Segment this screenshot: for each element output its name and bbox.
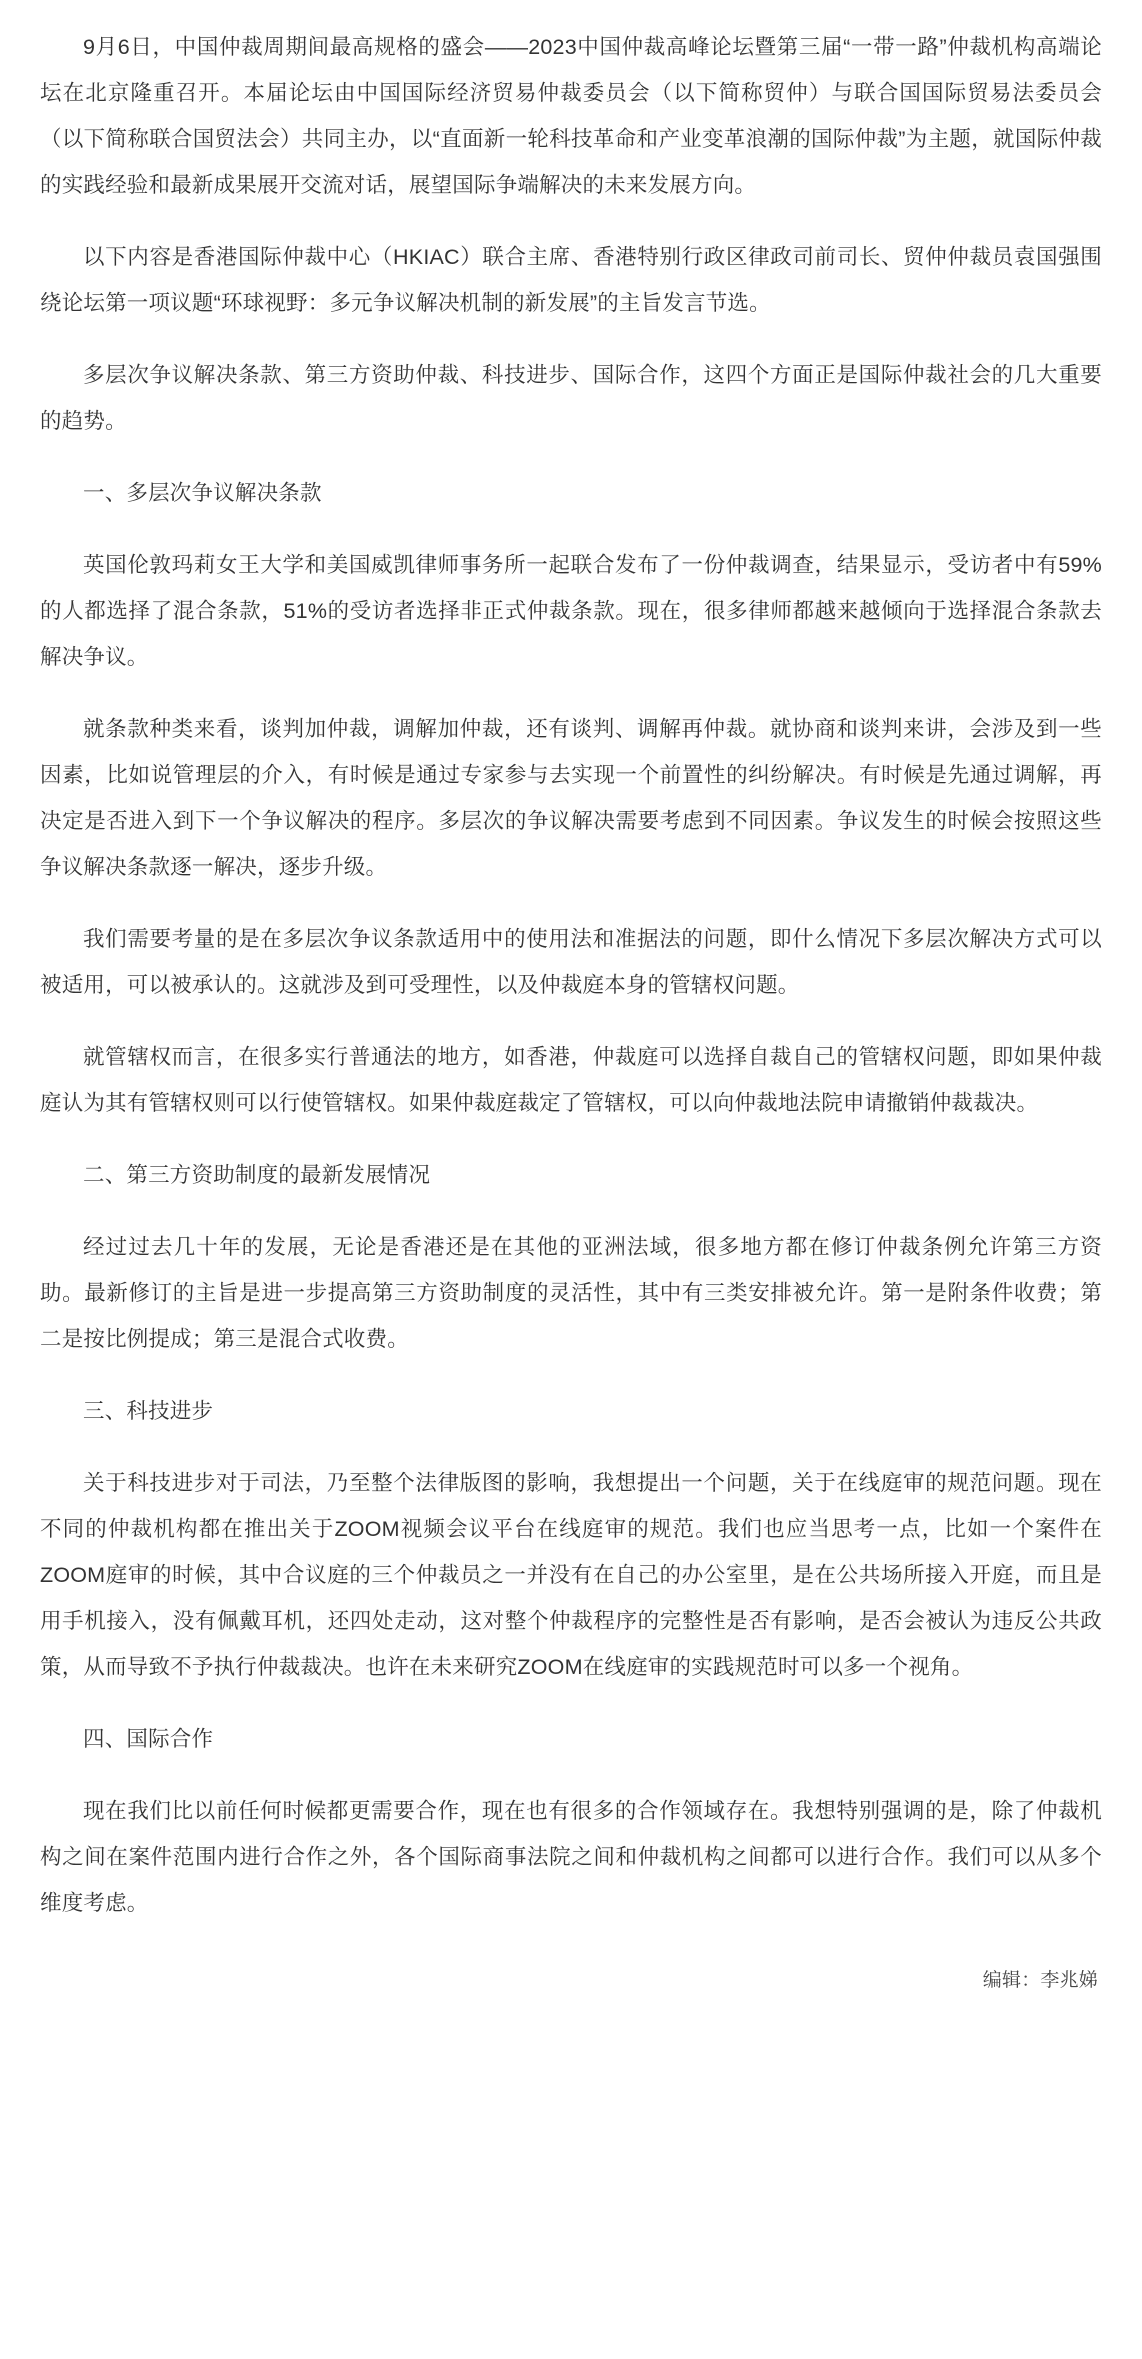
paragraph-speaker-intro: 以下内容是香港国际仲裁中心（HKIAC）联合主席、香港特别行政区律政司前司长、贸仲仲裁员袁国强围绕论坛第一项议题“环球视野：多元争议解决机制的新发展”的主旨发言节选。 (40, 245, 1102, 315)
paragraph-container (40, 24, 1102, 1926)
paragraph-applicable-law: 我们需要考量的是在多层次争议条款适用中的使用法和准据法的问题，即什么情况下多层次解决方式可以被适用，可以被承认的。这就涉及到可受理性，以及仲裁庭本身的管辖权问题。 (40, 927, 1102, 997)
paragraph-clause-types: 就条款种类来看，谈判加仲裁，调解加仲裁，还有谈判、调解再仲裁。就协商和谈判来讲，会涉及到一些因素，比如说管理层的介入，有时候是通过专家参与去实现一个前置性的纠纷解决。有时候是先通过调解，再决定是否进入到下一个争议解决的程序。多层次的争议解决需要考虑到不同因素。争议发生的时候会按照这些争议解决条款逐一解决，逐步升级。 (40, 717, 1102, 879)
heading-section-three: 三、科技进步 (83, 1399, 214, 1423)
paragraph-technology-progress: 关于科技进步对于司法，乃至整个法律版图的影响，我想提出一个问题，关于在线庭审的规范问题。现在不同的仲裁机构都在推出关于ZOOM视频会议平台在线庭审的规范。我们也应当思考一点，比如一个案件在ZOOM庭审的时候，其中合议庭的三个仲裁员之一并没有在自己的办公室里，是在公共场所接入开庭，而且是用手机接入，没有佩戴耳机，还四处走动，这对整个仲裁程序的完整性是否有影响，是否会被认为违反公共政策，从而导致不予执行仲裁裁决。也许在未来研究ZOOM在线庭审的实践规范时可以多一个视角。 (40, 1471, 1102, 1679)
paragraph-four-trends: 多层次争议解决条款、第三方资助仲裁、科技进步、国际合作，这四个方面正是国际仲裁社会的几大重要的趋势。 (40, 363, 1102, 433)
paragraph-third-party-funding: 经过过去几十年的发展，无论是香港还是在其他的亚洲法域，很多地方都在修订仲裁条例允许第三方资助。最新修订的主旨是进一步提高第三方资助制度的灵活性，其中有三类安排被允许。第一是附条件收费；第二是按比例提成；第三是混合式收费。 (40, 1235, 1102, 1351)
editor-credit: 编辑：李兆娣 (982, 1970, 1098, 1991)
heading-section-one: 一、多层次争议解决条款 (83, 481, 322, 505)
paragraph-intro-forum: 9月6日，中国仲裁周期间最高规格的盛会——2023中国仲裁高峰论坛暨第三届“一带一路”仲裁机构高端论坛在北京隆重召开。本届论坛由中国国际经济贸易仲裁委员会（以下简称贸仲）与联合国国际贸易法委员会（以下简称联合国贸法会）共同主办，以“直面新一轮科技革命和产业变革浪潮的国际仲裁”为主题，就国际仲裁的实践经验和最新成果展开交流对话，展望国际争端解决的未来发展方向。 (40, 35, 1102, 197)
paragraph-survey-statistics: 英国伦敦玛莉女王大学和美国威凯律师事务所一起联合发布了一份仲裁调查，结果显示，受访者中有59%的人都选择了混合条款，51%的受访者选择非正式仲裁条款。现在，很多律师都越来越倾向于选择混合条款去解决争议。 (40, 553, 1102, 669)
heading-section-four: 四、国际合作 (83, 1727, 214, 1751)
paragraph-jurisdiction: 就管辖权而言，在很多实行普通法的地方，如香港，仲裁庭可以选择自裁自己的管辖权问题，即如果仲裁庭认为其有管辖权则可以行使管辖权。如果仲裁庭裁定了管辖权，可以向仲裁地法院申请撤销仲裁裁决。 (40, 1045, 1102, 1115)
heading-section-two: 二、第三方资助制度的最新发展情况 (83, 1163, 431, 1187)
paragraph-international-cooperation: 现在我们比以前任何时候都更需要合作，现在也有很多的合作领域存在。我想特别强调的是，除了仲裁机构之间在案件范围内进行合作之外，各个国际商事法院之间和仲裁机构之间都可以进行合作。我们可以从多个维度考虑。 (40, 1799, 1102, 1915)
